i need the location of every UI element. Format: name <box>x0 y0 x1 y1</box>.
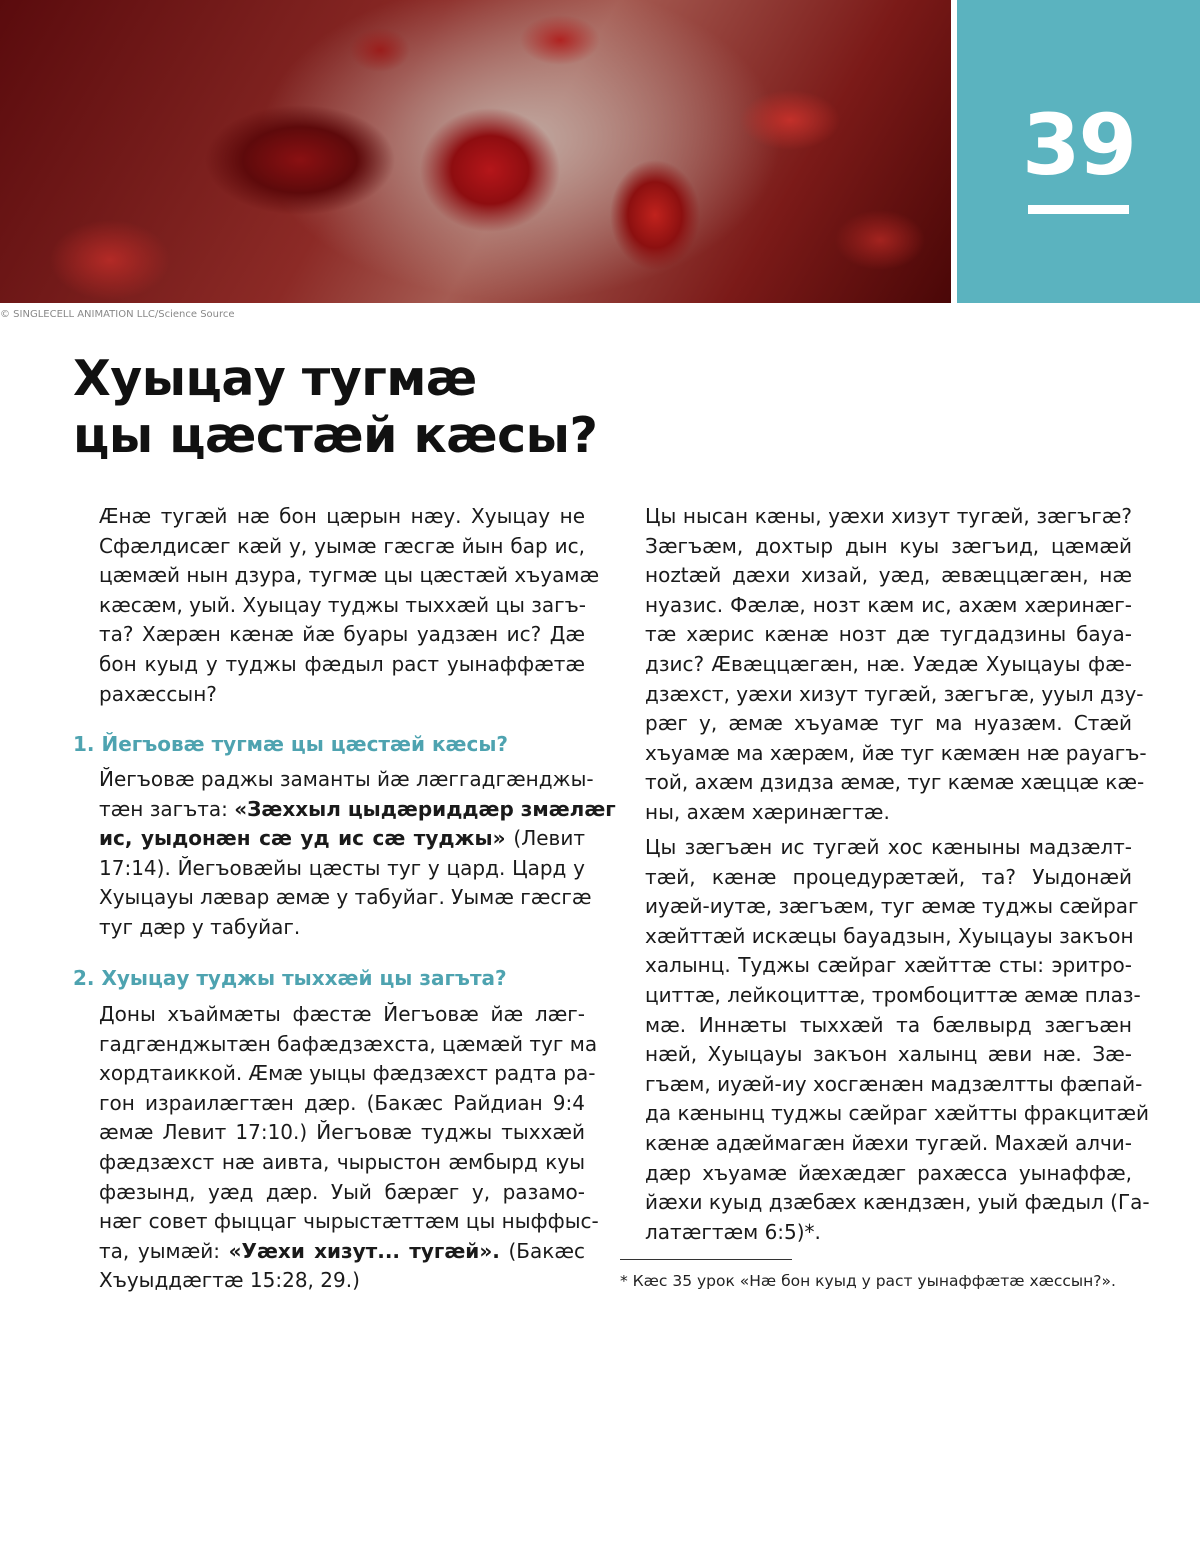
text-line: хæйттæй искæцы бауадзын, Хуыцауы закъон <box>645 923 1134 948</box>
section-heading-2: 2. Хуыцау туджы тыххæй цы загъта? <box>73 966 507 990</box>
text-line: мæ. Иннæты тыххæй та бæлвырд зæгъæн <box>645 1012 1132 1037</box>
lesson-number: 39 <box>1022 96 1135 194</box>
bold-quote: «Зæххыл цыдæриддæр змæлæг <box>234 796 616 821</box>
text-line: йæхи куыд дзæбæх кæндзæн, уый фæдыл (Га- <box>645 1190 1150 1215</box>
text-line: нæй, Хуыцауы закъон халынц æви нæ. Зæ- <box>645 1042 1132 1067</box>
text-line: гон израилæгтæн дæр. (Бакæс Райдиан 9:4 <box>99 1090 585 1115</box>
section-2-paragraph <box>99 1000 599 1296</box>
text-line: туг дæр у табуйаг. <box>99 914 301 939</box>
text-segment: (Левит <box>505 826 585 851</box>
text-line: да кæнынц туджы сæйраг хæйтты фракцитæй <box>645 1101 1149 1126</box>
bold-quote: «Уæхи хизут... тугæй». <box>228 1238 500 1263</box>
text-line: нæг совет фыццаг чырыстæттæм цы ныффыс- <box>99 1209 599 1234</box>
title-line: цы цæстæй кæсы? <box>73 407 598 464</box>
text-line: гъæм, иуæй-иу хосгæнæн мадзæлтты фæпай- <box>645 1071 1143 1096</box>
text-line: нуазис. Фæлæ, нозт кæм ис, ахæм хæринæг- <box>645 592 1132 617</box>
text-line <box>99 1237 585 1267</box>
text-line: хъуамæ ма хæрæм, йæ туг кæмæн нæ рауагъ- <box>645 740 1147 765</box>
text-line: хордтаиккой. Æмæ уыцы фæдзæхст радта ра- <box>99 1061 596 1086</box>
text-line: Хуыцауы лæвар æмæ у табуйаг. Уымæ гæсгæ <box>99 885 592 910</box>
text-line: Цы зæгъæн ис тугæй хос кæныны мадзæлт- <box>645 835 1132 859</box>
text-line: дзис? Æвæццæгæн, нæ. Уæдæ Хуыцауы фæ- <box>645 651 1132 676</box>
section-heading-1: 1. Йегъовæ тугмæ цы цæстæй кæсы? <box>73 732 509 756</box>
text-line: гадгæнджытæн бафæдзæхста, цæмæй туг ма <box>99 1031 598 1056</box>
image-credit: © SINGLECELL ANIMATION LLC/Science Source <box>0 309 235 320</box>
text-line: иуæй-иутæ, зæгъæм, туг æмæ туджы сæйраг <box>645 894 1139 919</box>
text-line: цæмæй нын дзура, тугмæ цы цæстæй хъуамæ <box>99 563 600 588</box>
blood-cells-image <box>0 0 951 303</box>
text-line: Хъуыддæгтæ 15:28, 29.) <box>99 1268 360 1293</box>
text-line: фæзынд, уæд дæр. Уый бæрæг у, разамо- <box>99 1179 585 1204</box>
text-line: рахæссын? <box>99 681 217 706</box>
text-line: Доны хъаймæты фæстæ Йегъовæ йæ лæг- <box>99 1002 585 1026</box>
section-1-paragraph <box>99 765 616 943</box>
title-line: Хуыцау тугмæ <box>73 350 477 407</box>
text-line: æмæ Левит 17:10.) Йегъовæ туджы тыххæй <box>99 1120 585 1145</box>
text-line: фæдзæхст нæ аивта, чырыстон æмбырд куы <box>99 1149 585 1174</box>
text-segment: та, уымæй: <box>99 1238 229 1263</box>
text-line: циттæ, лейкоциттæ, тромбоциттæ æмæ плаз- <box>645 982 1141 1007</box>
text-segment: (Бакæс <box>499 1238 585 1263</box>
bold-quote: ис, уыдонæн сæ уд ис сæ туджы» <box>99 826 506 851</box>
right-paragraph-1 <box>645 502 1147 828</box>
text-line: Зæгъæм, дохтыр дын куы зæгъид, цæмæй <box>645 533 1132 558</box>
footnote-divider <box>620 1259 792 1260</box>
text-line: Йегъовæ раджы заманты йæ лæггадгæнджы- <box>99 767 594 791</box>
text-segment: тæн загъта: <box>99 796 235 821</box>
text-line <box>99 795 616 825</box>
lesson-number-underline <box>1028 205 1129 214</box>
text-line: кæсæм, уый. Хуыцау туджы тыххæй цы загъ- <box>99 592 586 617</box>
text-line <box>99 824 585 854</box>
intro-paragraph <box>99 502 600 709</box>
text-line: дæр хъуамæ йæхæдæг рахæсса уынаффæ, <box>645 1160 1132 1185</box>
text-line: тæ хæрис кæнæ нозт дæ тугдадзины бауа- <box>645 622 1132 647</box>
text-line: рæг у, æмæ хъуамæ туг ма нуазæм. Стæй <box>645 711 1132 736</box>
text-line: Цы нысан кæны, уæхи хизут тугæй, зæгъгæ? <box>645 504 1132 528</box>
text-line: ноztæй дæхи хизай, уæд, æвæццæгæн, нæ <box>645 563 1132 588</box>
text-line: дзæхст, уæхи хизут тугæй, зæгъгæ, ууыл дзу- <box>645 681 1144 706</box>
text-line: кæнæ адæймагæн йæхи тугæй. Махæй алчи- <box>645 1130 1133 1155</box>
text-line: Æнæ тугæй нæ бон цæрын нæу. Хуыцау не <box>99 504 585 528</box>
page-title <box>73 350 597 464</box>
text-line: 17:14). Йегъовæйы цæсты туг у цард. Цард у <box>99 855 585 880</box>
text-line: халынц. Туджы сæйраг хæйттæ сты: эритро- <box>645 953 1132 978</box>
right-paragraph-2 <box>645 833 1150 1247</box>
text-line: латæгтæм 6:5)*. <box>645 1219 821 1244</box>
lesson-number-box <box>957 0 1200 303</box>
text-line: бон куыд у туджы фæдыл раст уынаффæтæ <box>99 651 585 676</box>
text-line: та? Хæрæн кæнæ йæ буары уадзæн ис? Дæ <box>99 622 585 647</box>
text-line: ны, ахæм хæринæгтæ. <box>645 799 890 824</box>
text-line: той, ахæм дзидза æмæ, туг кæмæ хæццæ кæ- <box>645 770 1145 795</box>
footnote: * Кæс 35 урок «Нæ бон куыд у раст уынаффæтæ хæссын?». <box>620 1272 1116 1290</box>
text-line: Сфæлдисæг кæй у, уымæ гæсгæ йын бар ис, <box>99 533 585 558</box>
text-line: тæй, кæнæ процедурæтæй, та? Уыдонæй <box>645 864 1132 889</box>
